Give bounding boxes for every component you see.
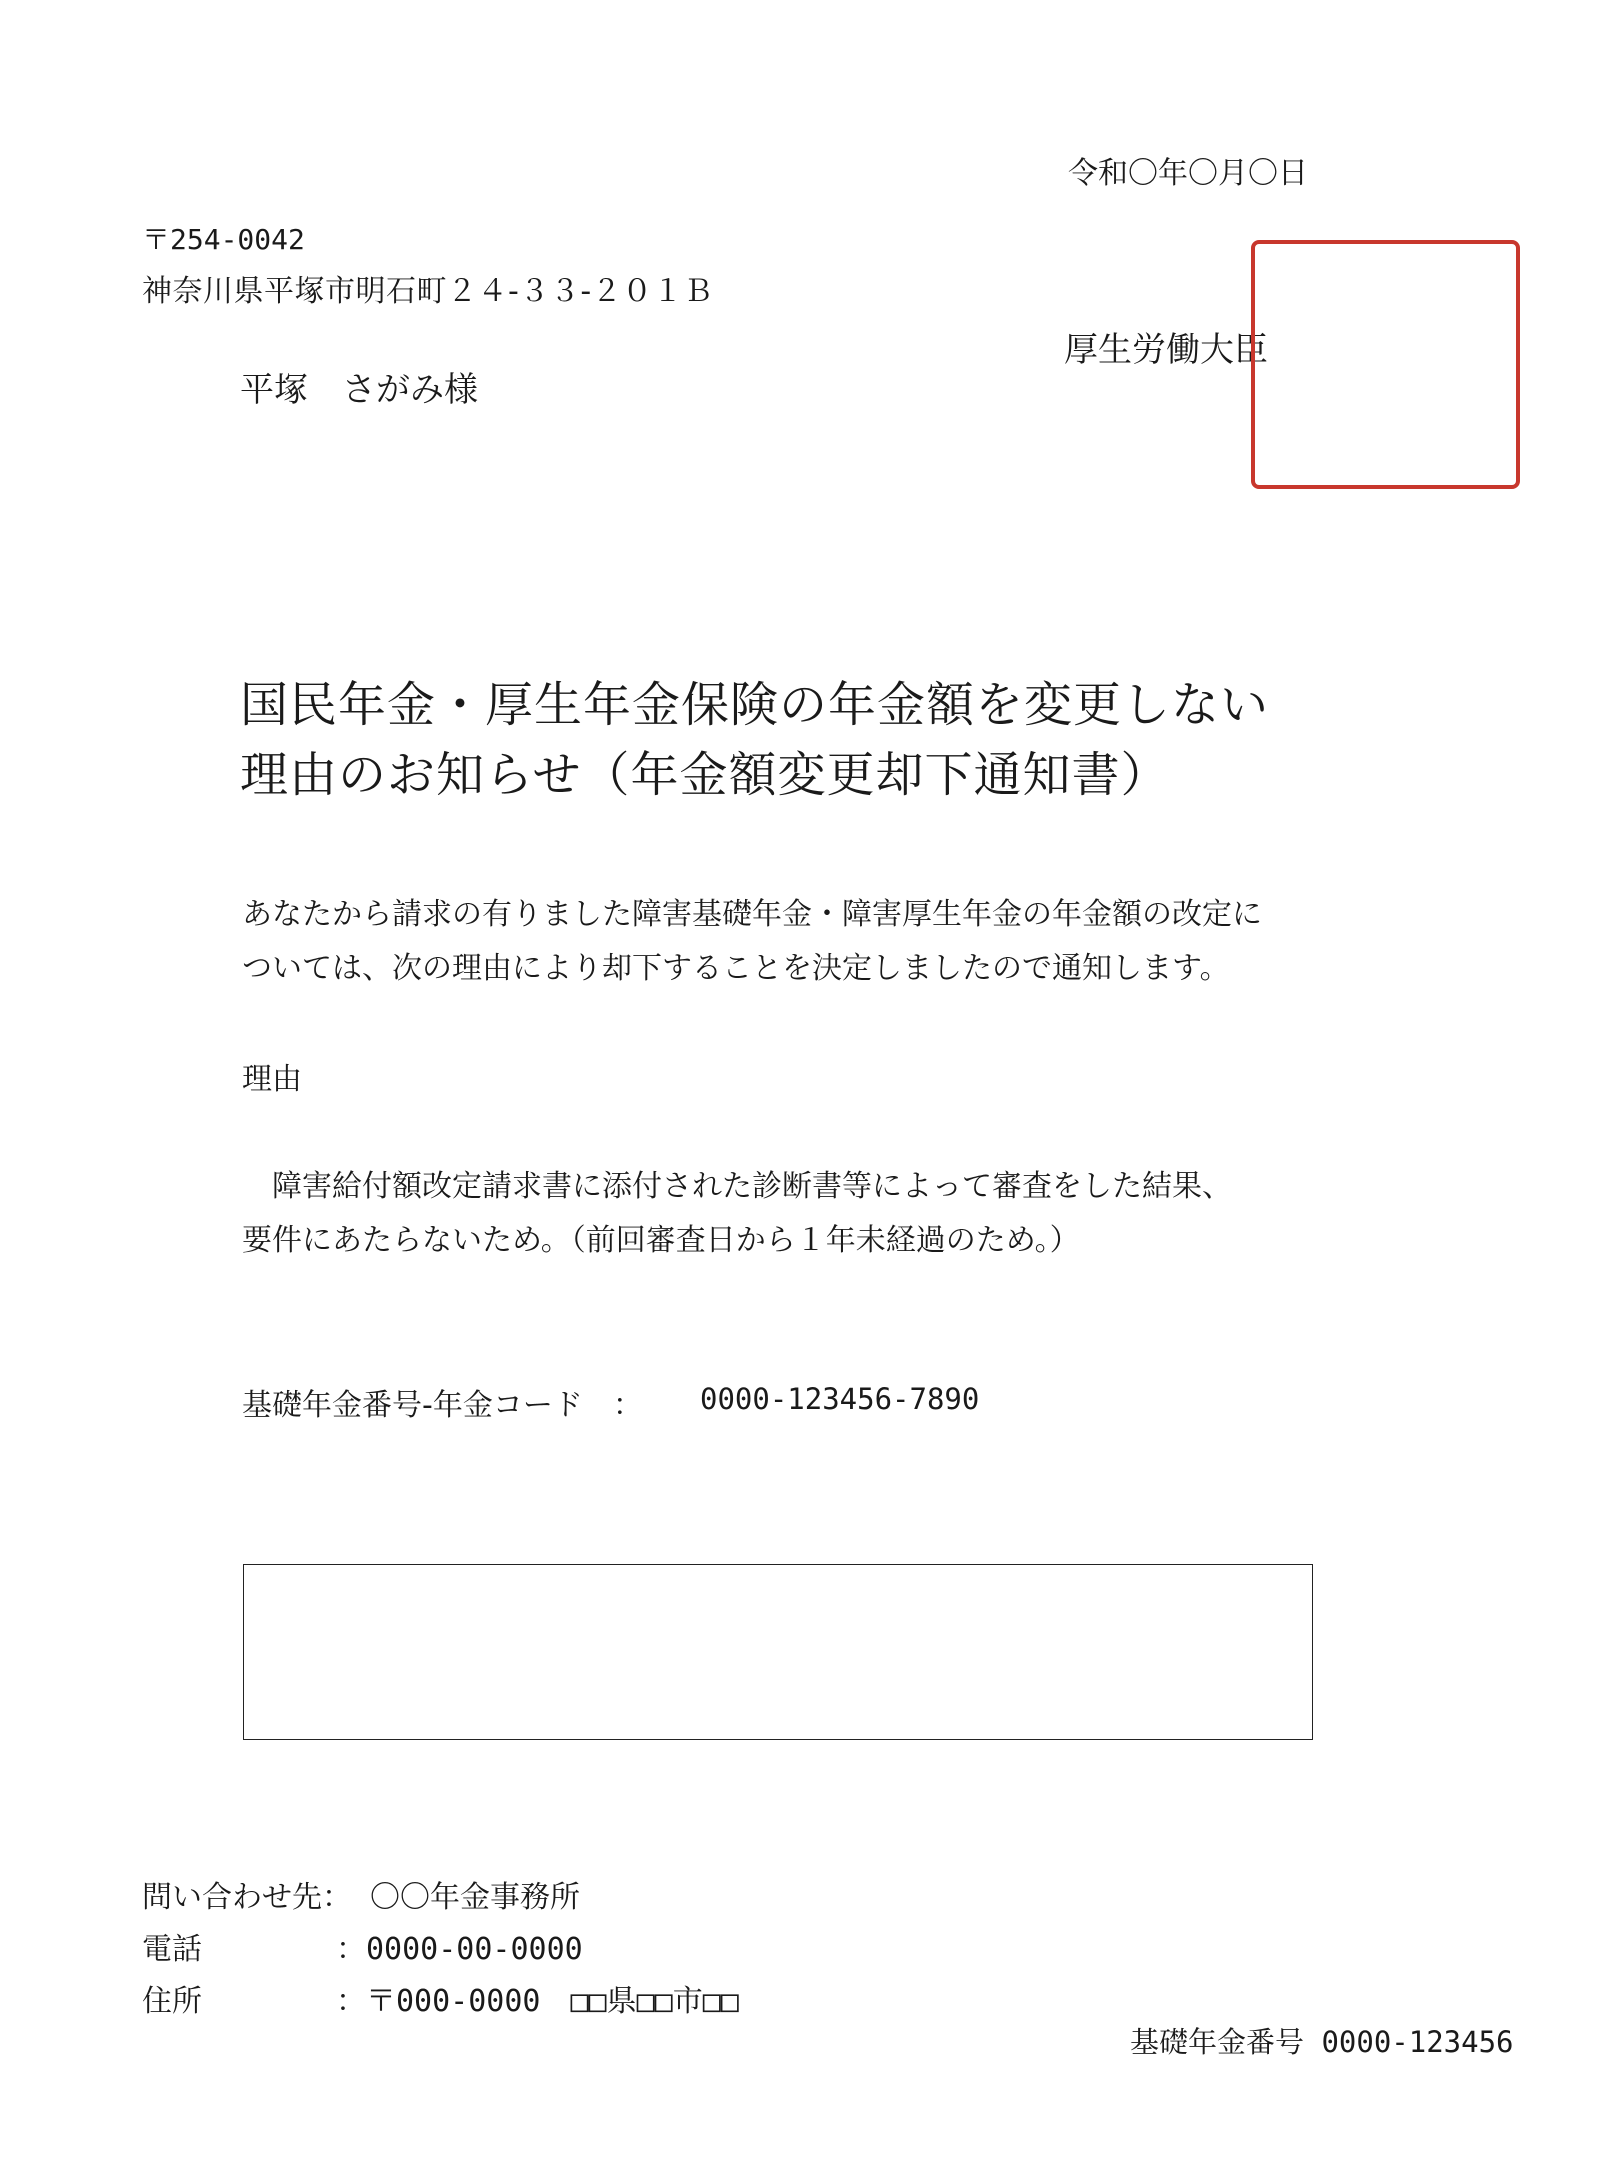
reason-line-2: 要件にあたらないため。（前回審査日から１年未経過のため。） bbox=[242, 1223, 1080, 1258]
remarks-box bbox=[243, 1564, 1313, 1740]
contact-address-value: ：〒000-0000 □□県□□市□□ bbox=[336, 1984, 739, 2019]
intro-line-1: あなたから請求の有りました障害基礎年金・障害厚生年金の年金額の改定に bbox=[242, 897, 1262, 932]
reason-paragraph bbox=[242, 1160, 1232, 1268]
contact-phone-value: ：0000-00-0000 bbox=[336, 1932, 583, 1967]
reason-heading: 理由 bbox=[242, 1062, 302, 1097]
reason-line-1: 障害給付額改定請求書に添付された診断書等によって審査をした結果、 bbox=[242, 1169, 1232, 1204]
intro-paragraph bbox=[242, 888, 1262, 996]
document-title bbox=[240, 670, 1269, 810]
title-line-2: 理由のお知らせ（年金額変更却下通知書） bbox=[240, 747, 1170, 803]
intro-line-2: ついては、次の理由により却下することを決定しましたので通知します。 bbox=[242, 951, 1230, 986]
recipient-postal-code: 〒254-0042 bbox=[142, 223, 305, 256]
contact-office-value: 〇〇年金事務所 bbox=[370, 1880, 580, 1915]
contact-address-label: 住所 bbox=[142, 1984, 202, 2019]
contact-phone-label: 電話 bbox=[142, 1932, 202, 1967]
recipient-name: 平塚 さがみ様 bbox=[240, 370, 478, 410]
issue-date: 令和〇年〇月〇日 bbox=[1068, 156, 1308, 191]
issuer-name: 厚生労働大臣 bbox=[1064, 330, 1268, 370]
basic-pension-number: 基礎年金番号 0000-123456 bbox=[1130, 2025, 1514, 2059]
recipient-address: 神奈川県平塚市明石町２４-３３-２０１Ｂ bbox=[142, 274, 714, 309]
pension-code-label: 基礎年金番号-年金コード ： bbox=[242, 1388, 643, 1423]
pension-code-value: 0000-123456-7890 bbox=[700, 1382, 980, 1416]
contact-office-label: 問い合わせ先： bbox=[142, 1880, 352, 1915]
official-seal-box bbox=[1251, 240, 1520, 489]
title-line-1: 国民年金・厚生年金保険の年金額を変更しない bbox=[240, 677, 1270, 733]
